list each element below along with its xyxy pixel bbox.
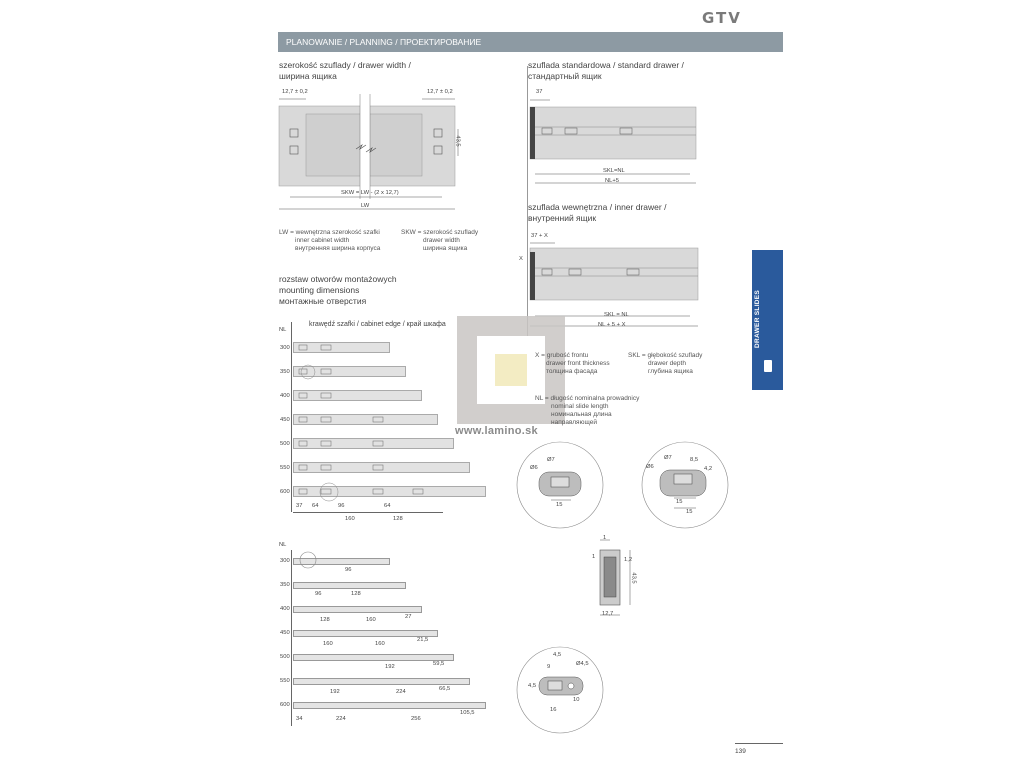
lower-dim: 96 (315, 591, 322, 597)
lower-row-label: 400 (280, 606, 290, 612)
d2-15a: 15 (676, 499, 683, 505)
skw-formula: SKW = LW - (2 x 12,7) (341, 190, 399, 196)
lower-dim: 160 (323, 641, 333, 647)
legend-x: X = grubość frontu drawer front thickness толщина фасада (535, 352, 610, 375)
lower-dim: 105,5 (460, 710, 475, 716)
lower-slide-bar (293, 606, 422, 613)
mount-row-label: 550 (280, 465, 290, 471)
legend-lw: LW = wewnętrzna szerokość szafki inner cabinet width внутренняя ширина корпуса (279, 229, 381, 252)
d2-85: 8,5 (690, 457, 699, 463)
lower-dim: 96 (345, 567, 352, 573)
d2-phi7: Ø7 (664, 455, 672, 461)
lower-dim: 224 (336, 716, 346, 722)
bottom-dim: 37 (296, 503, 303, 509)
lower-row-label: 300 (280, 558, 290, 564)
lower-dim: 27 (405, 614, 412, 620)
inner-x: X (519, 256, 523, 262)
std-dim-37: 37 (536, 89, 543, 95)
prof-1a: 1 (603, 535, 607, 541)
mount-row-label: 300 (280, 345, 290, 351)
d3-45b: 4,5 (528, 683, 537, 689)
lower-row-label: 450 (280, 630, 290, 636)
watermark-text: www.lamino.sk (455, 425, 538, 437)
inner-dim-37x: 37 + X (531, 233, 548, 239)
mounting-title: rozstaw otworów montażowych mounting dimensions монтажные отверстия (279, 274, 397, 306)
std-skl: SKL=NL (603, 168, 625, 174)
mounting-nl: NL (279, 327, 287, 333)
d3-16: 16 (550, 707, 557, 713)
lower-nl: NL (279, 542, 287, 548)
inner-nl5x: NL + 5 + X (598, 322, 626, 328)
mount-row-label: 450 (280, 417, 290, 423)
side-tab-label: DRAWER SLIDES (754, 289, 761, 348)
lower-dim: 66,5 (439, 686, 451, 692)
bottom-dim: 128 (393, 516, 403, 522)
d3-10: 10 (573, 697, 580, 703)
mount-row-label: 600 (280, 489, 290, 495)
drawer-icon (764, 360, 772, 372)
lower-slide-bar (293, 678, 470, 685)
lower-row-label: 550 (280, 678, 290, 684)
d3-phi45: Ø4,5 (576, 661, 589, 667)
standard-drawer-drawing (520, 95, 705, 190)
lower-slide-bar (293, 582, 406, 589)
lower-dim: 224 (396, 689, 406, 695)
mount-row-label: 500 (280, 441, 290, 447)
drawer-width-title: szerokość szuflady / drawer width / ширина ящика (279, 60, 411, 81)
lower-dim: 160 (366, 617, 376, 623)
lower-dim: 59,5 (433, 661, 445, 667)
watermark-core (495, 354, 527, 386)
dim-left: 12,7 ± 0,2 (282, 89, 308, 95)
detail-circle-3 (515, 645, 605, 735)
legend-skw: SKW = szerokość szuflady drawer width ширина ящика (401, 229, 479, 252)
legend-skl: SKL = głębokość szuflady drawer depth глубина ящика (628, 352, 703, 375)
mount-row-label: 350 (280, 369, 290, 375)
lower-dim: 128 (351, 591, 361, 597)
std-nl5: NL+5 (605, 178, 620, 184)
cabinet-edge-label: krawędź szafki / cabinet edge / край шкафа (309, 321, 446, 328)
slide-profile (590, 535, 650, 620)
d1-phi6: Ø6 (530, 465, 538, 471)
lower-dim: 21,5 (417, 637, 429, 643)
lower-row-label: 350 (280, 582, 290, 588)
lower-dim: 34 (296, 716, 303, 722)
lower-slide-bar (293, 630, 438, 637)
lower-row-label: 500 (280, 654, 290, 660)
d1-phi7: Ø7 (547, 457, 555, 463)
lower-edge-line (291, 550, 292, 726)
prof-12: 1,2 (624, 557, 633, 563)
section-header: PLANOWANIE / PLANNING / ПРОЕКТИРОВАНИЕ (278, 32, 783, 52)
lower-dim: 160 (375, 641, 385, 647)
d1-15: 15 (556, 502, 563, 508)
page-rule (735, 743, 783, 744)
bottom-dim-line (293, 512, 443, 513)
inner-drawer-title: szuflada wewnętrzna / inner drawer / внутренний ящик (528, 202, 667, 223)
d3-45a: 4,5 (553, 652, 562, 658)
standard-drawer-title: szuflada standardowa / standard drawer / стандартный ящик (528, 60, 684, 81)
lower-dim: 192 (330, 689, 340, 695)
brand-logo: GTV (702, 9, 742, 27)
d2-15b: 15 (686, 509, 693, 515)
detail-circle-1 (515, 440, 605, 530)
bottom-dim: 96 (338, 503, 345, 509)
lower-slide-bar (293, 654, 454, 661)
bottom-dim: 64 (384, 503, 391, 509)
d3-9: 9 (547, 664, 551, 670)
mount-row-label: 400 (280, 393, 290, 399)
lower-slide-bar (293, 702, 486, 709)
dim-right: 12,7 ± 0,2 (427, 89, 453, 95)
prof-1b: 1 (592, 554, 596, 560)
lw-label: LW (361, 203, 370, 209)
lower-dim: 256 (411, 716, 421, 722)
lower-dim: 192 (385, 664, 395, 670)
lower-row-label: 600 (280, 702, 290, 708)
page-number: 139 (735, 748, 746, 755)
dim-height: 43,5 (454, 135, 461, 147)
prof-435: 43,5 (630, 572, 637, 584)
side-tab-drawer-slides (752, 250, 783, 390)
cabinet-edge-line (291, 322, 292, 512)
d2-42: 4,2 (704, 466, 713, 472)
bottom-dim: 160 (345, 516, 355, 522)
d2-phi6: Ø6 (646, 464, 654, 470)
legend-nl: NL = długość nominalna prowadnicy nominal slide length номинальная длина направляющей (535, 395, 640, 426)
lower-dim: 128 (320, 617, 330, 623)
prof-127: 12,7 (602, 611, 614, 617)
detail-circle-2 (640, 440, 730, 530)
inner-skl: SKL = NL (604, 312, 629, 318)
bottom-dim: 64 (312, 503, 319, 509)
lower-detail-circle (298, 548, 328, 573)
